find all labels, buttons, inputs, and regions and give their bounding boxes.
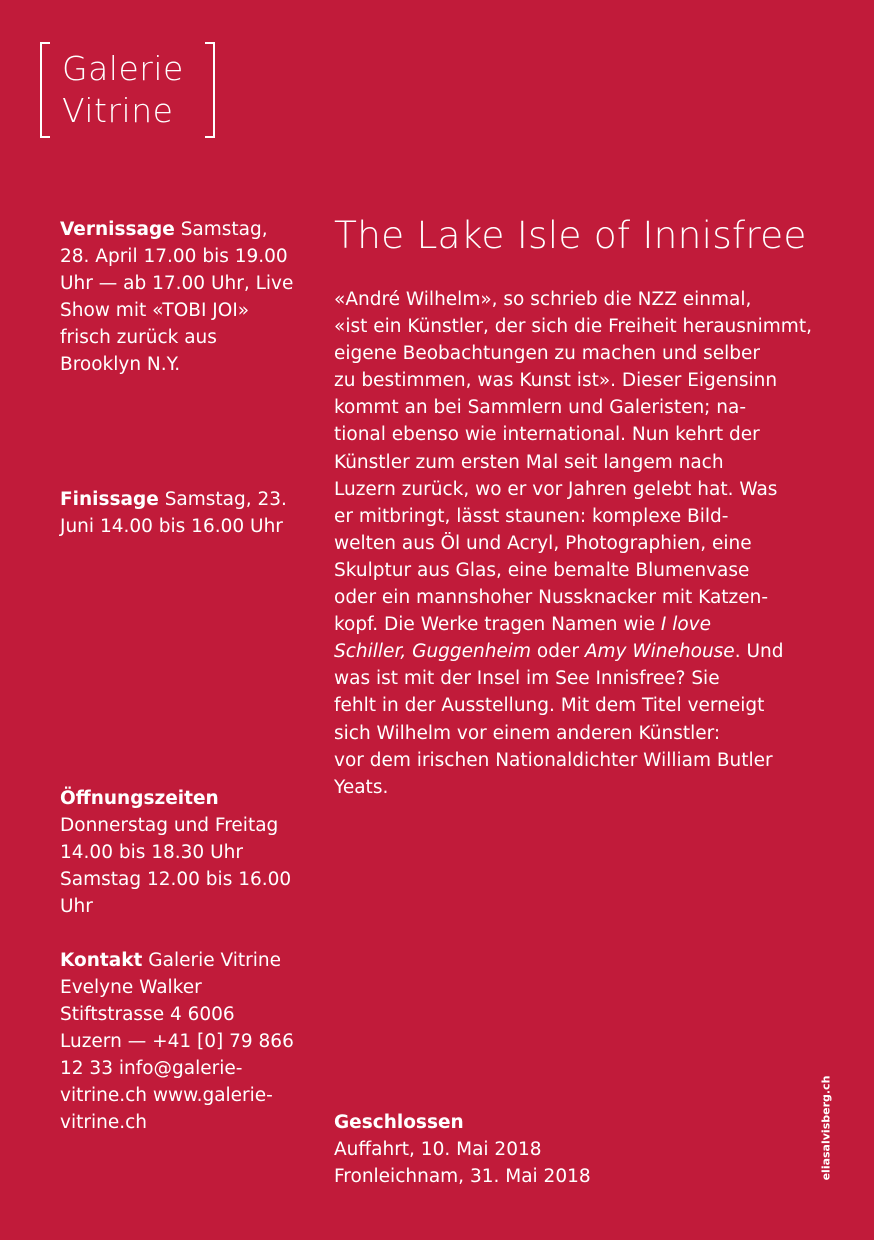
contact-heading: Kontakt — [60, 950, 143, 971]
gallery-logo — [40, 42, 215, 136]
vernissage-line: Samstag, 28. April — [60, 219, 268, 267]
article-line: was ist mit der Insel im See Innisfree? Sie — [334, 668, 720, 690]
contact-line: Evelyne Walker — [60, 977, 202, 998]
article-line: «André Wilhelm», so schrieb die NZZ einmal, — [334, 289, 752, 310]
vernissage-heading: Vernissage — [60, 219, 175, 240]
article-text: . Und — [734, 641, 784, 663]
article-line: kommt an bei Sammlern und Galeristen; na- — [334, 397, 747, 419]
article-line: Skulptur aus Glas, eine bemalte Blumenvase — [334, 559, 750, 581]
article-line — [334, 611, 804, 638]
article-line: oder ein mannshoher Nussknacker mit Katzen- — [334, 587, 769, 609]
vernissage-line: 17.00 bis 19.00 Uhr — [60, 246, 288, 294]
article-text: oder — [531, 641, 585, 663]
finissage-section — [60, 486, 300, 540]
article-line: zu bestimmen, was Kunst ist». Dieser Eigensinn — [334, 370, 778, 392]
closed-days-section — [334, 1109, 634, 1190]
logo-line-2: Vitrine — [62, 91, 174, 130]
vernissage-line: — — [98, 273, 118, 294]
opening-hours-line: Donnerstag und Freitag — [60, 815, 279, 836]
article-line: fehlt in der Ausstellung. Mit dem Titel verneigt — [334, 695, 765, 717]
logo-bracket-left — [40, 42, 50, 138]
article-title: The Lake Isle of Innisfree — [334, 213, 807, 257]
closed-line: Fronleichnam, 31. Mai 2018 — [334, 1166, 591, 1187]
article-line: Yeats. — [334, 776, 389, 798]
artwork-title: I love — [660, 614, 711, 636]
contact-line: Stiftstrasse 4 — [60, 1004, 182, 1025]
vernissage-line: Brooklyn N.Y. — [60, 354, 181, 375]
article-line: vor dem irischen Nationaldichter William Butler — [334, 749, 773, 771]
opening-hours-line: Samstag — [60, 869, 142, 890]
logo-text — [62, 48, 184, 132]
contact-line: Galerie Vitrine — [148, 950, 281, 971]
contact-line: — — [127, 1031, 147, 1052]
contact-email: info@galerie-vitrine.ch — [60, 1058, 243, 1106]
vernissage-line: frisch zurück aus — [60, 327, 217, 348]
article-line: Künstler zum ersten Mal seit langem nach — [334, 451, 724, 473]
opening-hours-section — [60, 785, 300, 920]
article-line: «ist ein Künstler, der sich die Freiheit herausnimmt, — [334, 316, 812, 338]
article-line: er mitbringt, lässt staunen: komplexe Bild- — [334, 505, 729, 527]
article-line: eigene Beobachtungen zu machen und selber — [334, 343, 760, 365]
designer-credit: eliasalvisberg.ch — [819, 1075, 833, 1181]
article-body — [334, 286, 812, 801]
vernissage-line: ab 17.00 Uhr, — [123, 273, 250, 294]
logo-bracket-right — [205, 42, 215, 138]
vernissage-line: «TOBI JOI» — [152, 300, 250, 321]
logo-line-1: Galerie — [62, 49, 184, 88]
contact-section — [60, 947, 300, 1136]
article-line: welten aus Öl und Acryl, Photographien, eine — [334, 532, 752, 554]
contact-phone: +41 [0] 79 866 12 33 — [60, 1031, 294, 1079]
finissage-line: Samstag, 23. Juni — [60, 489, 287, 537]
opening-hours-line: 12.00 bis 16.00 Uhr — [60, 869, 292, 917]
finissage-line: 14.00 bis 16.00 Uhr — [99, 516, 283, 537]
opening-hours-line: 14.00 bis 18.30 Uhr — [60, 842, 243, 863]
artwork-title: Amy Winehouse — [584, 641, 735, 663]
article-line: sich Wilhelm vor einem anderen Künstler: — [334, 722, 721, 744]
contact-line: 6006 Luzern — [60, 1004, 235, 1052]
contact-website: www.galerie-vitrine.ch — [60, 1085, 273, 1133]
article-line: Luzern zurück, wo er vor Jahren gelebt hat. Was — [334, 478, 778, 500]
closed-line: Auffahrt, 10. Mai 2018 — [334, 1139, 542, 1160]
opening-hours-heading: Öffnungszeiten — [60, 788, 219, 809]
finissage-heading: Finissage — [60, 489, 159, 510]
article-line — [334, 638, 804, 665]
vernissage-line: Live Show mit — [60, 273, 294, 321]
vernissage-section — [60, 216, 300, 378]
closed-heading: Geschlossen — [334, 1112, 464, 1133]
article-text: kopf. Die Werke tragen Namen wie — [334, 614, 661, 636]
article-line: tional ebenso wie international. Nun kehrt der — [334, 424, 760, 446]
artwork-title: Schiller, Guggenheim — [334, 641, 532, 663]
